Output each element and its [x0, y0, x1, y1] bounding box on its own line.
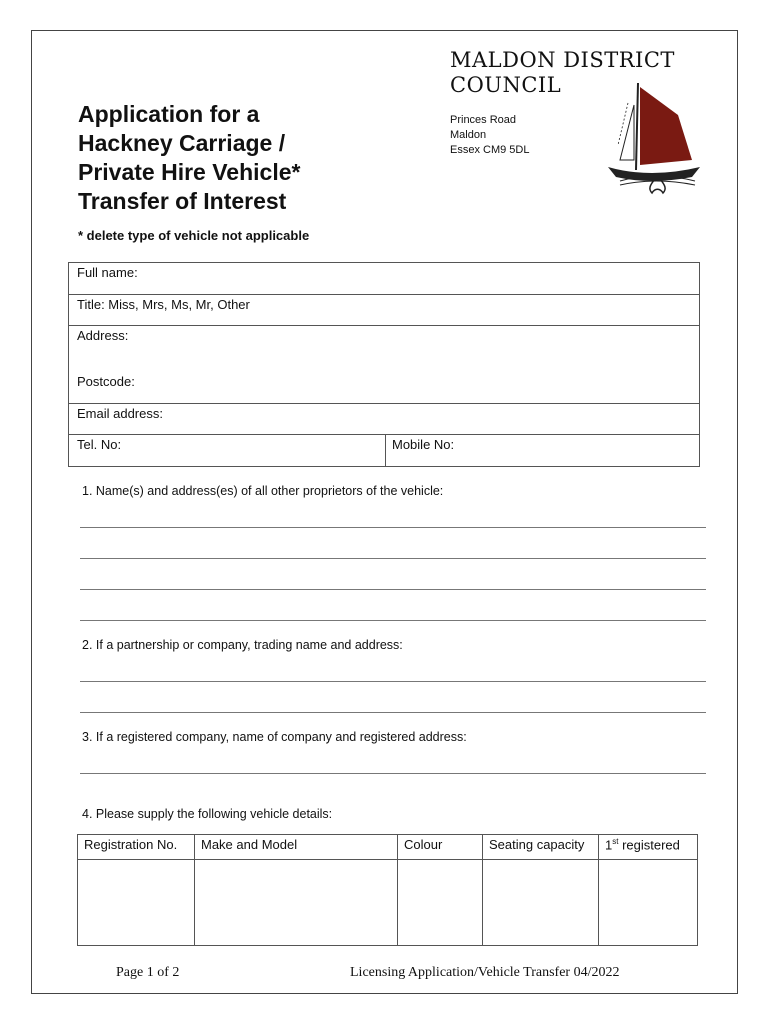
- mobile-label[interactable]: Mobile No:: [385, 435, 460, 467]
- form-reference: Licensing Application/Vehicle Transfer 04/2022: [350, 965, 620, 980]
- answer-line[interactable]: [80, 681, 706, 682]
- tel-label[interactable]: Tel. No:: [77, 437, 122, 452]
- title-label: Title: Miss, Mrs, Ms, Mr, Other: [77, 297, 250, 312]
- address-line-1: Princes Road: [450, 114, 517, 126]
- email-label: Email address:: [77, 406, 163, 421]
- title-field[interactable]: [69, 295, 699, 326]
- form-title: Application for a Hackney Carriage / Private Hire Vehicle* Transfer of Interest: [78, 101, 301, 214]
- full-name-label: Full name:: [77, 265, 138, 280]
- question-1: 1. Name(s) and address(es) of all other proprietors of the vehicle:: [82, 484, 444, 498]
- seating-cell[interactable]: [483, 860, 599, 946]
- page-number: Page 1 of 2: [116, 965, 180, 980]
- column-first-registered: 1st registered: [599, 835, 698, 860]
- answer-line[interactable]: [80, 712, 706, 713]
- question-2: 2. If a partnership or company, trading name and address:: [82, 638, 403, 652]
- column-registration: Registration No.: [78, 835, 195, 860]
- council-address: [450, 113, 529, 158]
- address-field[interactable]: [69, 326, 699, 404]
- postcode-label: Postcode:: [77, 374, 135, 389]
- vehicle-type-note: * delete type of vehicle not applicable: [78, 228, 310, 243]
- answer-line[interactable]: [80, 558, 706, 559]
- column-make-model: Make and Model: [195, 835, 398, 860]
- address-label: Address:: [77, 328, 129, 343]
- address-line-3: Essex CM9 5DL: [450, 144, 530, 156]
- question-4: 4. Please supply the following vehicle details:: [82, 807, 333, 821]
- council-logo: [600, 75, 710, 200]
- full-name-field[interactable]: [69, 263, 699, 295]
- address-line-2: Maldon: [450, 129, 487, 141]
- column-colour: Colour: [398, 835, 483, 860]
- answer-line[interactable]: [80, 527, 706, 528]
- council-name-line-1: MALDON DISTRICT: [450, 48, 675, 72]
- answer-line[interactable]: [80, 773, 706, 774]
- phone-row: [69, 435, 699, 467]
- question-3: 3. If a registered company, name of company and registered address:: [82, 730, 467, 744]
- make-model-cell[interactable]: [195, 860, 398, 946]
- answer-line[interactable]: [80, 589, 706, 590]
- vehicle-details-table: [77, 834, 698, 946]
- email-field[interactable]: [69, 404, 699, 435]
- colour-cell[interactable]: [398, 860, 483, 946]
- answer-line[interactable]: [80, 620, 706, 621]
- first-registered-cell[interactable]: [599, 860, 698, 946]
- column-seating: Seating capacity: [483, 835, 599, 860]
- council-name-line-2: COUNCIL: [450, 73, 562, 97]
- applicant-details-box: [68, 262, 700, 467]
- registration-cell[interactable]: [78, 860, 195, 946]
